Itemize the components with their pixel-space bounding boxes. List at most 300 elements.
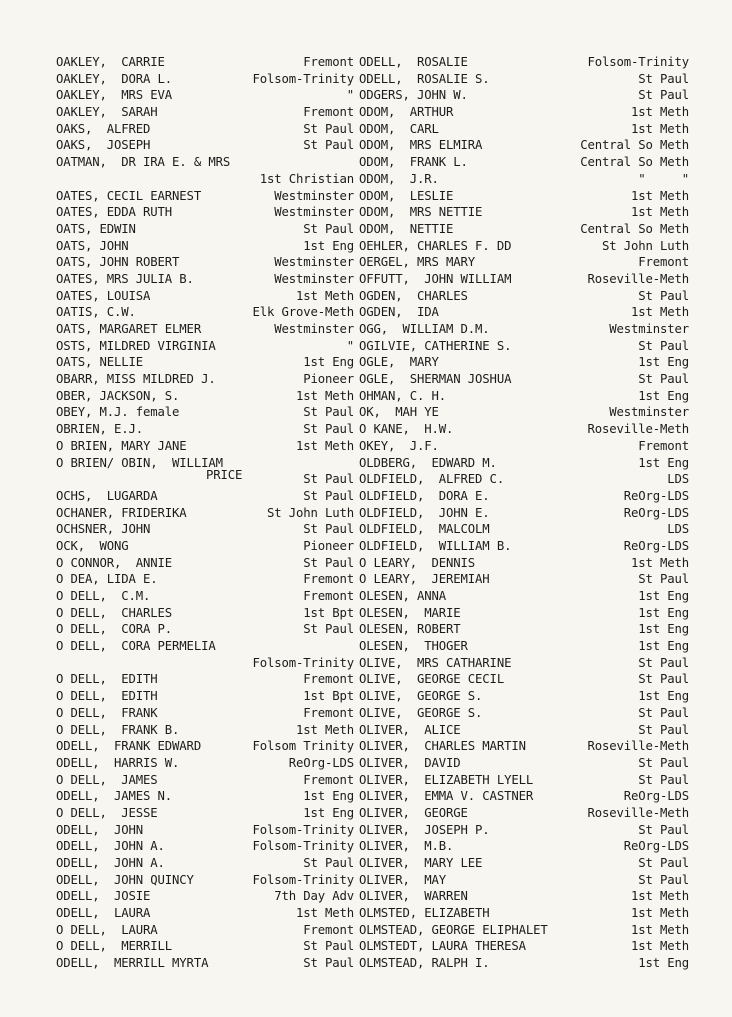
entry-name: OATS, JOHN bbox=[56, 238, 129, 253]
entry-church: St Paul bbox=[638, 372, 689, 387]
entry-name: OATS, NELLIE bbox=[56, 355, 144, 370]
entry-church: 1st Eng bbox=[638, 622, 689, 637]
entry-church: Fremont bbox=[303, 672, 354, 687]
entry-name: OGILVIE, CATHERINE S. bbox=[359, 338, 512, 353]
entry-name: OLIVE, GEORGE CECIL bbox=[359, 672, 505, 687]
entry-church: 1st Eng bbox=[303, 789, 354, 804]
entry-church: 1st Meth bbox=[630, 205, 689, 220]
entry-church: 1st Meth bbox=[630, 305, 689, 320]
entry-church: 1st Eng bbox=[638, 355, 689, 370]
entry-name: OATES, LOUISA bbox=[56, 288, 151, 303]
directory-entry bbox=[56, 404, 354, 421]
directory-entry bbox=[359, 188, 689, 205]
entry-church: ReOrg-LDS bbox=[623, 538, 689, 553]
entry-name: OLIVER, ELIZABETH LYELL bbox=[359, 772, 534, 787]
entry-name: OGLE, MARY bbox=[359, 355, 439, 370]
entry-church: ReOrg-LDS bbox=[623, 488, 689, 503]
directory-entry bbox=[56, 521, 354, 538]
entry-church: St Paul bbox=[303, 555, 354, 570]
entry-church: ReOrg-LDS bbox=[288, 755, 354, 770]
entry-name: O LEARY, DENNIS bbox=[359, 555, 476, 570]
entry-name: OLIVE, GEORGE S. bbox=[359, 689, 483, 704]
entry-name: O DELL, JAMES bbox=[56, 772, 158, 787]
entry-church: ReOrg-LDS bbox=[623, 839, 689, 854]
entry-name: OK, MAH YE bbox=[359, 405, 439, 420]
directory-entry bbox=[359, 555, 689, 572]
entry-name: OLDFIELD, JOHN E. bbox=[359, 505, 490, 520]
entry-church: St Paul bbox=[303, 221, 354, 236]
directory-entry bbox=[359, 54, 689, 71]
directory-entry bbox=[56, 722, 354, 739]
entry-name: OBARR, MISS MILDRED J. bbox=[56, 372, 216, 387]
directory-entry bbox=[56, 71, 354, 88]
entry-name: OBRIEN, E.J. bbox=[56, 422, 144, 437]
entry-church: Folsom-Trinity bbox=[252, 839, 354, 854]
entry-church: " bbox=[346, 88, 354, 103]
entry-name: OAKS, ALFRED bbox=[56, 121, 151, 136]
entry-church: St Paul bbox=[638, 655, 689, 670]
entry-name: O DELL, EDITH bbox=[56, 689, 158, 704]
entry-church: St Paul bbox=[303, 422, 354, 437]
entry-church: ReOrg-LDS bbox=[623, 789, 689, 804]
entry-church: Roseville-Meth bbox=[587, 805, 689, 820]
directory-entry bbox=[56, 488, 354, 505]
entry-church: Folsom-Trinity bbox=[252, 71, 354, 86]
entry-name: ODOM, ARTHUR bbox=[359, 105, 454, 120]
entry-name: OLMSTEAD, GEORGE ELIPHALET bbox=[359, 922, 548, 937]
entry-church: " bbox=[346, 338, 354, 353]
entry-church: St Paul bbox=[303, 522, 354, 537]
directory-entry bbox=[359, 104, 689, 121]
entry-name: OFFUTT, JOHN WILLIAM bbox=[359, 271, 512, 286]
entry-name: ODELL, JOHN A. bbox=[56, 856, 165, 871]
directory-entry bbox=[359, 521, 689, 538]
entry-church: 1st Meth bbox=[630, 939, 689, 954]
entry-name: OGLE, SHERMAN JOSHUA bbox=[359, 372, 512, 387]
directory-entry bbox=[359, 254, 689, 271]
entry-church: Westminster bbox=[274, 271, 354, 286]
entry-name: OAKLEY, DORA L. bbox=[56, 71, 173, 86]
directory-entry bbox=[56, 505, 354, 522]
entry-name: O DELL, FRANK bbox=[56, 705, 158, 720]
directory-entry bbox=[359, 71, 689, 88]
directory-entry bbox=[56, 755, 354, 772]
directory-entry bbox=[56, 538, 354, 555]
entry-church: St Paul bbox=[638, 288, 689, 303]
directory-entry bbox=[359, 621, 689, 638]
entry-name: ODELL, JOHN A. bbox=[56, 839, 165, 854]
entry-name: OCHANER, FRIDERIKA bbox=[56, 505, 187, 520]
entry-name: OATS, JOHN ROBERT bbox=[56, 255, 180, 270]
entry-church: 1st Eng bbox=[638, 956, 689, 971]
entry-name: OATMAN, DR IRA E. & MRS bbox=[56, 155, 231, 170]
entry-name: OCHSNER, JOHN bbox=[56, 522, 151, 537]
directory-entry bbox=[56, 221, 354, 238]
entry-name: OEHLER, CHARLES F. DD bbox=[359, 238, 512, 253]
entry-church: Pioneer bbox=[303, 538, 354, 553]
entry-name: ODGERS, JOHN W. bbox=[359, 88, 468, 103]
entry-name: O LEARY, JEREMIAH bbox=[359, 572, 490, 587]
directory-entry bbox=[359, 605, 689, 622]
entry-church: 1st Meth bbox=[630, 906, 689, 921]
entry-church: Fremont bbox=[303, 772, 354, 787]
entry-church: Fremont bbox=[638, 438, 689, 453]
entry-church: St Paul bbox=[303, 138, 354, 153]
entry-church: St Paul bbox=[638, 822, 689, 837]
entry-name: ODELL, JAMES N. bbox=[56, 789, 173, 804]
entry-church: St Paul bbox=[638, 755, 689, 770]
entry-church: Fremont bbox=[303, 55, 354, 69]
entry-name: OLDFIELD, MALCOLM bbox=[359, 522, 490, 537]
entry-name: O DELL, CORA P. bbox=[56, 622, 173, 637]
entry-name: OLIVER, ALICE bbox=[359, 722, 461, 737]
directory-entry bbox=[56, 638, 354, 671]
directory-entry bbox=[359, 87, 689, 104]
entry-church: 1st Eng bbox=[638, 388, 689, 403]
directory-entry bbox=[56, 121, 354, 138]
entry-church: 1st Meth bbox=[630, 555, 689, 570]
entry-church: St John Luth bbox=[601, 238, 689, 253]
entry-church: Central So Meth bbox=[580, 155, 689, 170]
entry-name: ODOM, MRS NETTIE bbox=[359, 205, 483, 220]
entry-name: O DELL, LAURA bbox=[56, 922, 158, 937]
entry-name-continuation: PRICE bbox=[206, 467, 243, 482]
directory-entry bbox=[359, 321, 689, 338]
directory-entry bbox=[56, 238, 354, 255]
entry-church: Westminster bbox=[274, 188, 354, 203]
entry-name: O DELL, MERRILL bbox=[56, 939, 173, 954]
directory-entry bbox=[56, 421, 354, 438]
left-column bbox=[56, 54, 354, 972]
entry-church: St Paul bbox=[303, 939, 354, 954]
directory-entry bbox=[56, 805, 354, 822]
entry-name: OLESEN, THOGER bbox=[359, 639, 468, 654]
directory-entry bbox=[56, 338, 354, 355]
entry-name: OSTS, MILDRED VIRGINIA bbox=[56, 338, 216, 353]
directory-entry bbox=[56, 188, 354, 205]
entry-name: OAKLEY, SARAH bbox=[56, 105, 158, 120]
entry-name: ODOM, FRANK L. bbox=[359, 155, 468, 170]
directory-entry bbox=[359, 137, 689, 154]
directory-entry bbox=[56, 822, 354, 839]
entry-church: St John Luth bbox=[266, 505, 354, 520]
directory-entry bbox=[56, 321, 354, 338]
entry-name: OLIVER, MARY LEE bbox=[359, 856, 483, 870]
directory-entry bbox=[56, 955, 354, 972]
entry-church: " " bbox=[638, 171, 689, 186]
directory-entry bbox=[56, 621, 354, 638]
entry-name: OGG, WILLIAM D.M. bbox=[359, 322, 490, 336]
directory-entry bbox=[56, 688, 354, 705]
entry-church: St Paul bbox=[638, 722, 689, 737]
entry-name: ODELL, HARRIS W. bbox=[56, 755, 180, 770]
entry-church: 1st Meth bbox=[630, 105, 689, 120]
entry-name: OGDEN, CHARLES bbox=[359, 288, 468, 303]
entry-church: St Paul bbox=[638, 672, 689, 687]
entry-name: OLIVER, M.B. bbox=[359, 839, 454, 854]
entry-name: OAKS, JOSEPH bbox=[56, 138, 151, 153]
entry-church: Folsom-Trinity bbox=[587, 55, 689, 69]
entry-church: Folsom Trinity bbox=[252, 739, 354, 754]
entry-name: O KANE, H.W. bbox=[359, 422, 454, 437]
directory-entry bbox=[359, 388, 689, 405]
directory-entry bbox=[359, 171, 689, 188]
directory-entry bbox=[359, 354, 689, 371]
entry-name: OBER, JACKSON, S. bbox=[56, 388, 180, 403]
entry-church: St Paul bbox=[638, 872, 689, 887]
directory-entry bbox=[56, 855, 354, 872]
entry-name: O BRIEN, MARY JANE bbox=[56, 438, 187, 453]
directory-entry bbox=[359, 722, 689, 739]
entry-church: Fremont bbox=[303, 105, 354, 120]
entry-name: OKEY, J.F. bbox=[359, 438, 439, 453]
entry-church: 1st Meth bbox=[630, 889, 689, 904]
directory-entry bbox=[56, 838, 354, 855]
directory-entry bbox=[56, 271, 354, 288]
directory-entry bbox=[359, 938, 689, 955]
entry-name: O DEA, LIDA E. bbox=[56, 572, 158, 587]
entry-name: ODELL, ROSALIE bbox=[359, 55, 468, 69]
entry-church: St Paul bbox=[303, 488, 354, 503]
entry-church: ReOrg-LDS bbox=[623, 505, 689, 520]
entry-church: 1st Eng bbox=[638, 589, 689, 603]
entry-name: ODELL, JOHN bbox=[56, 822, 144, 837]
entry-name: OCHS, LUGARDA bbox=[56, 488, 158, 503]
entry-church: 1st Christian bbox=[259, 171, 354, 186]
entry-name: ODELL, JOSIE bbox=[56, 889, 151, 904]
entry-church: 1st Eng bbox=[638, 689, 689, 704]
directory-entry bbox=[56, 588, 354, 605]
entry-church: 1st Eng bbox=[303, 805, 354, 820]
entry-name: OATS, EDWIN bbox=[56, 221, 136, 236]
directory-entry bbox=[359, 755, 689, 772]
entry-name: OGDEN, IDA bbox=[359, 305, 439, 320]
entry-name: OLIVE, GEORGE S. bbox=[359, 705, 483, 720]
entry-name: ODOM, MRS ELMIRA bbox=[359, 138, 483, 153]
entry-name: OLIVER, CHARLES MARTIN bbox=[359, 739, 526, 754]
directory-entry bbox=[56, 87, 354, 104]
entry-church: Roseville-Meth bbox=[587, 422, 689, 437]
directory-entry bbox=[56, 438, 354, 455]
entry-name: ODELL, JOHN QUINCY bbox=[56, 872, 194, 887]
entry-church: St Paul bbox=[638, 71, 689, 86]
entry-name: OBEY, M.J. female bbox=[56, 405, 180, 420]
entry-name: OATES, MRS JULIA B. bbox=[56, 271, 194, 286]
entry-name: OATES, EDDA RUTH bbox=[56, 205, 173, 220]
entry-church: Folsom-Trinity bbox=[252, 822, 354, 837]
entry-church: Fremont bbox=[303, 589, 354, 604]
directory-entry bbox=[359, 638, 689, 655]
directory-entry bbox=[359, 471, 689, 488]
directory-entry bbox=[359, 671, 689, 688]
directory-entry bbox=[359, 404, 689, 421]
entry-church: 1st Eng bbox=[638, 455, 689, 470]
directory-entry bbox=[56, 388, 354, 405]
directory-entry bbox=[359, 872, 689, 889]
entry-name: OLESEN, MARIE bbox=[359, 605, 461, 620]
entry-church: 1st Bpt bbox=[303, 605, 354, 620]
directory-entry bbox=[56, 872, 354, 889]
entry-church: Roseville-Meth bbox=[587, 739, 689, 754]
entry-church: Folsom-Trinity bbox=[252, 872, 354, 887]
entry-church: LDS bbox=[667, 472, 689, 487]
entry-name: OLIVER, EMMA V. CASTNER bbox=[359, 789, 534, 804]
entry-name: O DELL, FRANK B. bbox=[56, 722, 180, 737]
directory-entry bbox=[359, 488, 689, 505]
directory-entry bbox=[359, 955, 689, 972]
directory-entry bbox=[359, 688, 689, 705]
entry-church: LDS bbox=[667, 522, 689, 537]
directory-entry bbox=[359, 221, 689, 238]
entry-name: ODOM, J.R. bbox=[359, 171, 439, 186]
directory-entry bbox=[56, 705, 354, 722]
entry-name: O DELL, CORA PERMELIA bbox=[56, 639, 216, 654]
directory-entry bbox=[56, 605, 354, 622]
directory-entry bbox=[56, 738, 354, 755]
directory-entry bbox=[56, 671, 354, 688]
entry-church: Central So Meth bbox=[580, 221, 689, 236]
directory-entry bbox=[56, 354, 354, 371]
directory-entry bbox=[359, 655, 689, 672]
right-column bbox=[359, 54, 689, 972]
directory-entry bbox=[56, 772, 354, 789]
entry-name: ODOM, CARL bbox=[359, 121, 439, 136]
entry-name: OATS, MARGARET ELMER bbox=[56, 322, 202, 337]
entry-name: O DELL, C.M. bbox=[56, 589, 151, 604]
entry-church: 1st Meth bbox=[295, 906, 354, 921]
entry-church: Westminster bbox=[609, 405, 689, 420]
directory-entry bbox=[359, 154, 689, 171]
entry-church: 1st Meth bbox=[295, 438, 354, 453]
entry-church: St Paul bbox=[303, 405, 354, 420]
entry-name: OLMSTEAD, RALPH I. bbox=[359, 956, 490, 971]
entry-name: ODELL, LAURA bbox=[56, 906, 151, 921]
directory-entry bbox=[56, 304, 354, 321]
directory-entry bbox=[359, 304, 689, 321]
directory-entry bbox=[359, 888, 689, 905]
directory-entry bbox=[56, 938, 354, 955]
entry-church: St Paul bbox=[638, 88, 689, 103]
entry-name: O CONNOR, ANNIE bbox=[56, 555, 173, 570]
directory-entry bbox=[359, 238, 689, 255]
entry-name: OAKLEY, CARRIE bbox=[56, 55, 165, 69]
entry-name: ODELL, MERRILL MYRTA bbox=[56, 956, 209, 971]
directory-entry bbox=[56, 154, 354, 187]
directory-entry bbox=[359, 772, 689, 789]
entry-name: ODELL, FRANK EDWARD bbox=[56, 739, 202, 754]
entry-name: O DELL, EDITH bbox=[56, 672, 158, 687]
entry-church: St Paul bbox=[303, 956, 354, 971]
entry-name: O DELL, CHARLES bbox=[56, 605, 173, 620]
entry-name: OERGEL, MRS MARY bbox=[359, 255, 476, 270]
directory-entry bbox=[56, 788, 354, 805]
directory-entry bbox=[56, 371, 354, 388]
entry-name: OLESEN, ANNA bbox=[359, 589, 447, 603]
directory-entry bbox=[359, 705, 689, 722]
entry-name: O DELL, JESSE bbox=[56, 805, 158, 820]
entry-church: Westminster bbox=[274, 255, 354, 270]
entry-name: OLIVER, MAY bbox=[359, 872, 447, 887]
entry-name: OLIVER, WARREN bbox=[359, 889, 468, 904]
entry-church: 1st Meth bbox=[295, 722, 354, 737]
directory-entry bbox=[56, 555, 354, 572]
directory-entry bbox=[359, 271, 689, 288]
directory-entry bbox=[359, 571, 689, 588]
entry-name: OATES, CECIL EARNEST bbox=[56, 188, 202, 203]
directory-entry bbox=[359, 788, 689, 805]
entry-church: 7th Day Adv bbox=[274, 889, 354, 904]
directory-entry bbox=[359, 805, 689, 822]
entry-church: Fremont bbox=[303, 705, 354, 720]
entry-church: 1st Meth bbox=[295, 388, 354, 403]
directory-entry bbox=[56, 905, 354, 922]
entry-name: OHMAN, C. H. bbox=[359, 388, 447, 403]
entry-name: OLMSTEDT, LAURA THERESA bbox=[359, 939, 526, 954]
entry-name: OLIVER, GEORGE bbox=[359, 805, 468, 820]
entry-name: OLESEN, ROBERT bbox=[359, 622, 461, 637]
entry-church: Fremont bbox=[303, 922, 354, 937]
directory-entry bbox=[359, 588, 689, 605]
directory-entry bbox=[359, 505, 689, 522]
directory-entry bbox=[56, 204, 354, 221]
entry-name: OLIVER, DAVID bbox=[359, 755, 461, 770]
entry-church: Westminster bbox=[274, 205, 354, 220]
entry-name: OLDFIELD, DORA E. bbox=[359, 488, 490, 503]
entry-church: 1st Eng bbox=[638, 605, 689, 620]
directory-entry bbox=[56, 254, 354, 271]
entry-name: OLDFIELD, ALFRED C. bbox=[359, 472, 505, 487]
entry-name: ODOM, LESLIE bbox=[359, 188, 454, 203]
directory-entry bbox=[359, 922, 689, 939]
entry-name: ODELL, ROSALIE S. bbox=[359, 71, 490, 86]
entry-church: St Paul bbox=[638, 338, 689, 353]
directory-entry bbox=[359, 822, 689, 839]
directory-entry bbox=[359, 421, 689, 438]
directory-entry bbox=[56, 455, 354, 488]
entry-name: ODOM, NETTIE bbox=[359, 221, 454, 236]
entry-church: St Paul bbox=[303, 472, 354, 487]
directory-entry bbox=[359, 738, 689, 755]
entry-church: St Paul bbox=[638, 572, 689, 587]
directory-entry bbox=[56, 104, 354, 121]
directory-entry bbox=[359, 838, 689, 855]
directory-entry bbox=[359, 905, 689, 922]
entry-church: 1st Meth bbox=[630, 188, 689, 203]
entry-name: O BRIEN/ OBIN, WILLIAM bbox=[56, 455, 223, 470]
entry-church: 1st Meth bbox=[630, 121, 689, 136]
directory-entry bbox=[56, 288, 354, 305]
directory-entry bbox=[56, 922, 354, 939]
entry-church: Central So Meth bbox=[580, 138, 689, 153]
entry-name: OAKLEY, MRS EVA bbox=[56, 88, 173, 103]
entry-church: Pioneer bbox=[303, 372, 354, 387]
entry-church: 1st Meth bbox=[630, 922, 689, 937]
directory-entry bbox=[56, 137, 354, 154]
entry-church: Westminster bbox=[609, 322, 689, 336]
entry-church: 1st Meth bbox=[295, 288, 354, 303]
directory-entry bbox=[56, 571, 354, 588]
entry-church: 1st Eng bbox=[638, 639, 689, 654]
entry-name: OLIVE, MRS CATHARINE bbox=[359, 655, 512, 670]
entry-church: 1st Eng bbox=[303, 238, 354, 253]
directory-entry bbox=[56, 54, 354, 71]
entry-name: OLDBERG, EDWARD M. bbox=[359, 455, 497, 470]
entry-name: OLMSTED, ELIZABETH bbox=[359, 906, 490, 921]
entry-church: St Paul bbox=[638, 772, 689, 787]
entry-church: St Paul bbox=[303, 856, 354, 871]
directory-entry bbox=[359, 338, 689, 355]
entry-church: Folsom-Trinity bbox=[252, 655, 354, 670]
